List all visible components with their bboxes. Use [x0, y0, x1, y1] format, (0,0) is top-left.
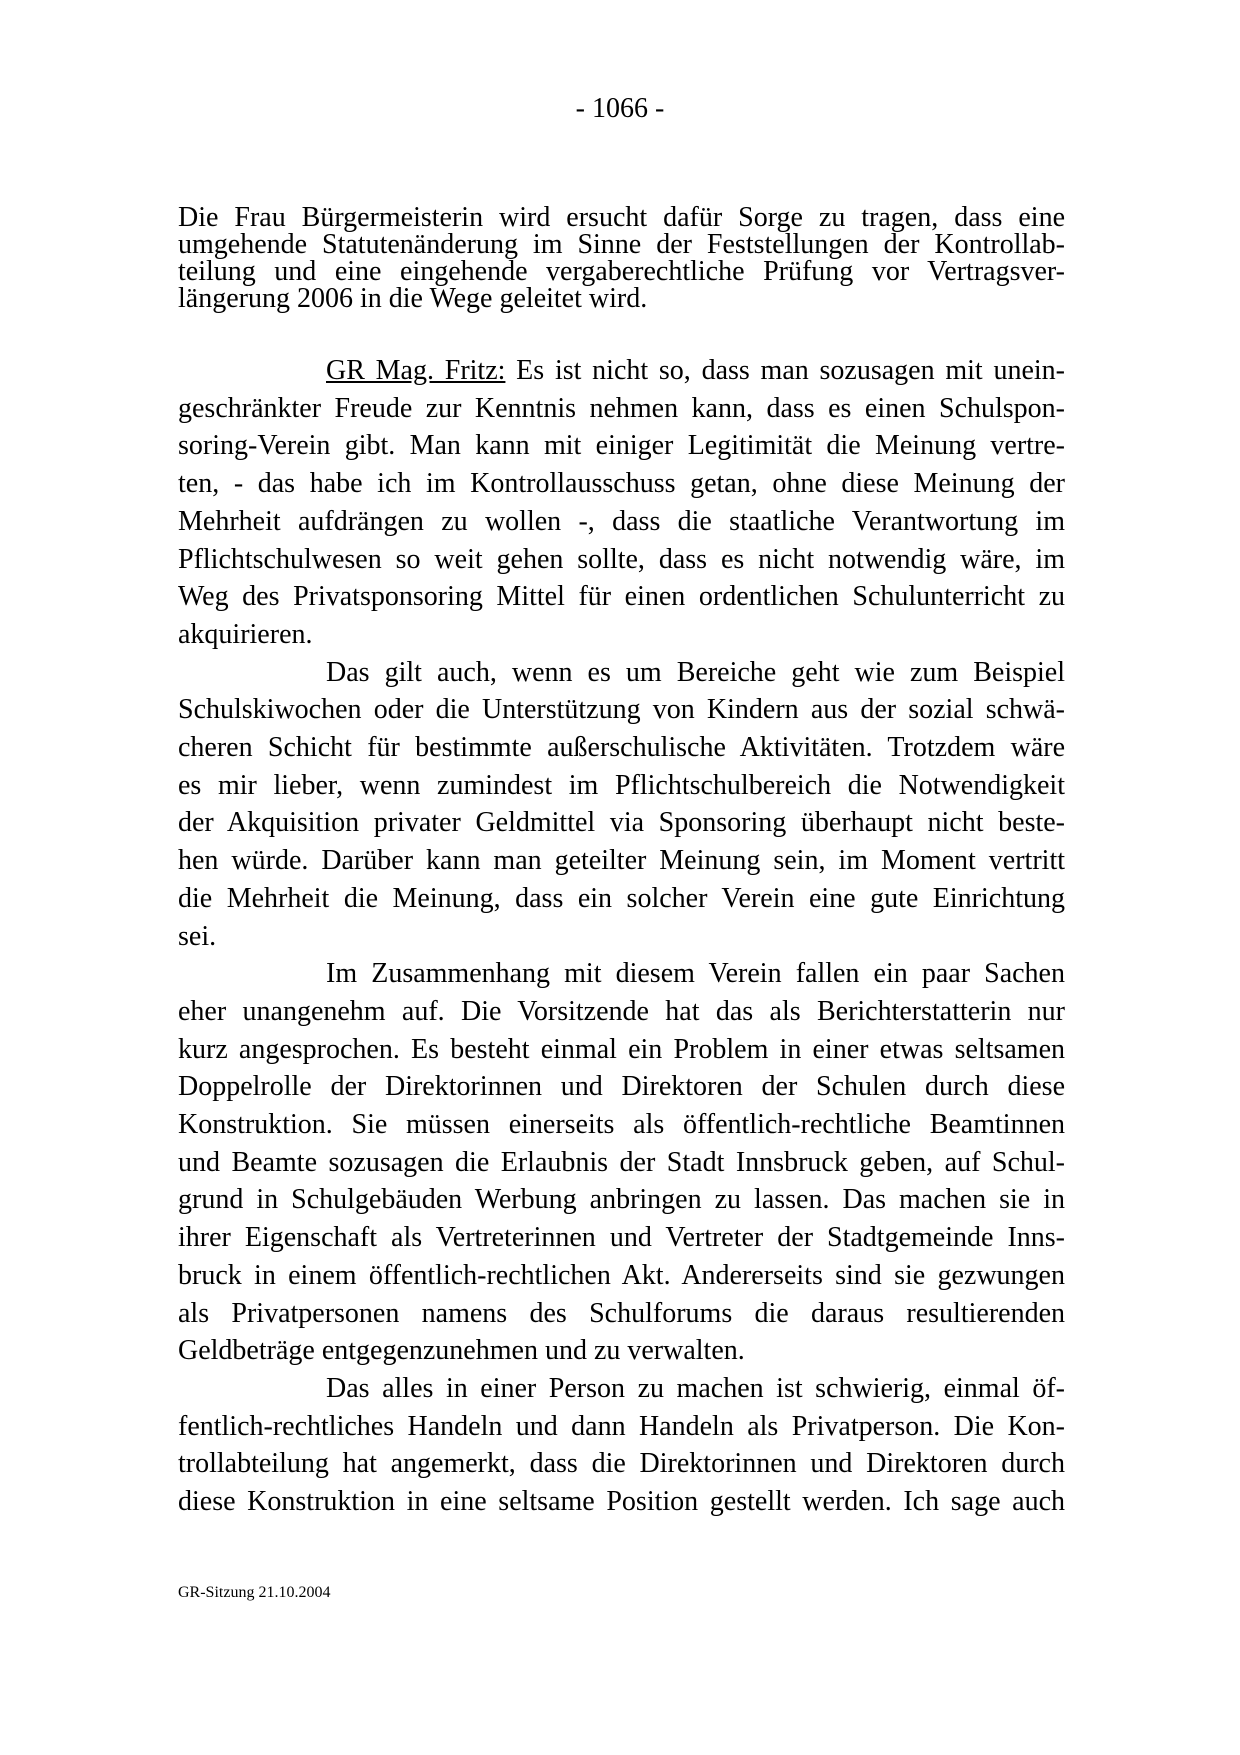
speech-line: Das alles in einer Person zu machen ist schwierig, einmal öf-	[326, 1372, 1065, 1404]
speech-line: Weg des Privatsponsoring Mittel für einen ordentlichen Schulunterricht zu	[178, 581, 1065, 613]
motion-line: Die Frau Bürgermeisterin wird ersucht dafür Sorge zu tragen, dass eine	[178, 202, 1065, 233]
speech-line: bruck in einem öffentlich-rechtlichen Akt. Andererseits sind sie gezwungen	[178, 1259, 1065, 1291]
motion-paragraph	[178, 204, 1065, 312]
speech-line: geschränkter Freude zur Kenntnis nehmen kann, dass es einen Schulspon-	[178, 392, 1065, 424]
speech-line: fentlich-rechtliches Handeln und dann Handeln als Privatperson. Die Kon-	[178, 1410, 1065, 1442]
speech-paragraph-4	[178, 1370, 1065, 1521]
speech-line: hen würde. Darüber kann man geteilter Meinung sein, im Moment vertritt	[178, 845, 1065, 877]
speech-line: eher unangenehm auf. Die Vorsitzende hat das als Berichterstatterin nur	[178, 995, 1065, 1027]
speech-paragraph-1	[178, 352, 1065, 654]
speech-line: kurz angesprochen. Es besteht einmal ein Problem in einer etwas seltsamen	[178, 1033, 1065, 1065]
speech-body	[178, 352, 1065, 1521]
speech-line: Mehrheit aufdrängen zu wollen -, dass die staatliche Verantwortung im	[178, 505, 1065, 537]
speech-line: und Beamte sozusagen die Erlaubnis der Stadt Innsbruck geben, auf Schul-	[178, 1146, 1065, 1178]
speech-line: als Privatpersonen namens des Schulforums die daraus resultierenden	[178, 1297, 1065, 1329]
page-number: - 1066 -	[575, 93, 665, 124]
speech-line: soring-Verein gibt. Man kann mit einiger Legitimität die Meinung vertre-	[178, 430, 1065, 462]
speech-line: diese Konstruktion in eine seltsame Position gestellt werden. Ich sage auch	[178, 1486, 1065, 1518]
speech-line: der Akquisition privater Geldmittel via Sponsoring überhaupt nicht beste-	[178, 807, 1065, 839]
speech-line: akquirieren.	[178, 618, 313, 650]
speech-line: Pflichtschulwesen so weit gehen sollte, dass es nicht notwendig wäre, im	[178, 543, 1065, 575]
speech-line: es mir lieber, wenn zumindest im Pflichtschulbereich die Notwendigkeit	[178, 769, 1065, 801]
speech-text: Es ist nicht so, dass man sozusagen mit unein-	[505, 355, 1065, 386]
speech-line: Konstruktion. Sie müssen einerseits als öffentlich-rechtliche Beamtinnen	[178, 1109, 1065, 1141]
speech-line: Geldbeträge entgegenzunehmen und zu verwalten.	[178, 1335, 745, 1367]
speech-line: grund in Schulgebäuden Werbung anbringen zu lassen. Das machen sie in	[178, 1184, 1065, 1216]
speech-line	[178, 352, 1065, 390]
speech-line: ihrer Eigenschaft als Vertreterinnen und Vertreter der Stadtgemeinde Inns-	[178, 1222, 1065, 1254]
speech-line: cheren Schicht für bestimmte außerschulische Aktivitäten. Trotzdem wäre	[178, 732, 1065, 764]
speech-line: ten, - das habe ich im Kontrollausschuss getan, ohne diese Meinung der	[178, 468, 1065, 500]
speech-paragraph-3	[178, 955, 1065, 1370]
speech-line: sei.	[178, 920, 217, 952]
speech-line: Doppelrolle der Direktorinnen und Direktoren der Schulen durch diese	[178, 1071, 1065, 1103]
motion-line: umgehende Statutenänderung im Sinne der Feststellungen der Kontrollab-	[178, 229, 1065, 260]
speech-line: Schulskiwochen oder die Unterstützung von Kindern aus der sozial schwä-	[178, 694, 1065, 726]
speech-paragraph-2	[178, 654, 1065, 956]
speech-line: trollabteilung hat angemerkt, dass die Direktorinnen und Direktoren durch	[178, 1448, 1065, 1480]
speech-line: Das gilt auch, wenn es um Bereiche geht wie zum Beispiel	[326, 656, 1065, 688]
footer-session-date: GR-Sitzung 21.10.2004	[178, 1584, 331, 1601]
speaker-name: GR Mag. Fritz:	[326, 355, 506, 386]
speech-line: Im Zusammenhang mit diesem Verein fallen ein paar Sachen	[326, 958, 1065, 990]
motion-line: teilung und eine eingehende vergaberechtliche Prüfung vor Vertragsver-	[178, 256, 1065, 287]
speech-line: die Mehrheit die Meinung, dass ein solcher Verein eine gute Einrichtung	[178, 882, 1065, 914]
motion-line: längerung 2006 in die Wege geleitet wird.	[178, 283, 648, 314]
